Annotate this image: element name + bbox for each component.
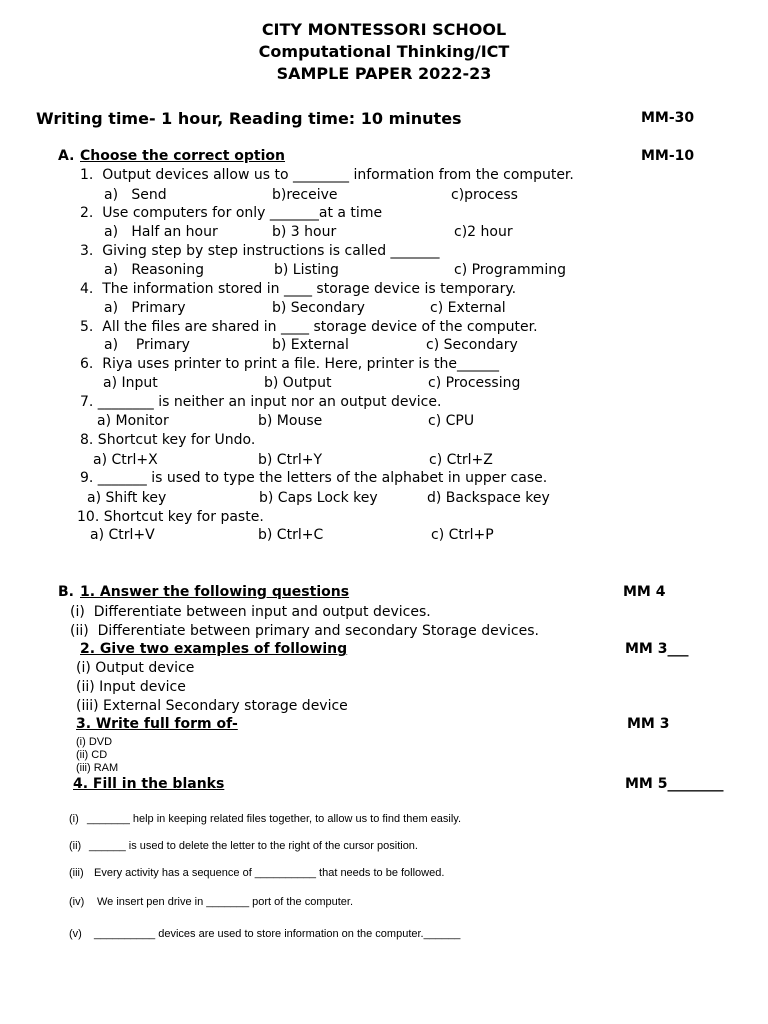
q9-option-b: b) Caps Lock key <box>259 490 378 506</box>
b3-item-3: (iii) RAM <box>76 762 119 774</box>
b4-item-1: _______ help in keeping related files together, to allow us to find them easily. <box>87 813 462 825</box>
b1-item-2: (ii) Differentiate between primary and secondary Storage devices. <box>70 623 539 639</box>
q1-option-c: c)process <box>451 187 518 203</box>
q4-option-c: c) External <box>430 300 506 316</box>
b4-item-4: We insert pen drive in _______ port of the computer. <box>97 896 354 908</box>
question-9: 9. _______ is used to type the letters of the alphabet in upper case. <box>80 470 548 486</box>
q9-option-a: a) Shift key <box>87 490 167 506</box>
b4-num-5: (v) <box>69 928 82 940</box>
section-a-marks: MM-10 <box>641 148 695 164</box>
q6-option-c: c) Processing <box>428 375 521 391</box>
question-6: 6. Riya uses printer to print a file. Here, printer is the______ <box>80 356 499 372</box>
question-5: 5. All the files are shared in ____ storage device of the computer. <box>80 319 538 335</box>
q10-option-b: b) Ctrl+C <box>258 527 324 543</box>
q5-option-a: a) Primary <box>104 337 190 353</box>
section-b-q1-title: 1. Answer the following questions <box>80 584 350 600</box>
section-b-q2-title: 2. Give two examples of following <box>80 641 348 657</box>
q7-option-a: a) Monitor <box>97 413 169 429</box>
b4-item-5: __________ devices are used to store information on the computer.______ <box>94 928 461 940</box>
q2-option-b: b) 3 hour <box>272 224 337 240</box>
paper-title: SAMPLE PAPER 2022-23 <box>276 64 492 83</box>
question-8: 8. Shortcut key for Undo. <box>80 432 256 448</box>
section-b-letter: B. <box>58 584 74 600</box>
section-b-q4-marks: MM 5________ <box>625 776 724 792</box>
q10-option-c: c) Ctrl+P <box>431 527 494 543</box>
section-b-q2-marks: MM 3___ <box>625 641 689 657</box>
q2-option-c: c)2 hour <box>454 224 513 240</box>
school-name: CITY MONTESSORI SCHOOL <box>261 20 507 39</box>
b3-item-1: (i) DVD <box>76 736 113 748</box>
q8-option-b: b) Ctrl+Y <box>258 452 322 468</box>
b2-item-3: (iii) External Secondary storage device <box>76 698 348 714</box>
b1-item-1: (i) Differentiate between input and output devices. <box>70 604 431 620</box>
q8-option-c: c) Ctrl+Z <box>429 452 493 468</box>
question-10: 10. Shortcut key for paste. <box>77 509 264 525</box>
q7-option-c: c) CPU <box>428 413 475 429</box>
section-a-letter: A. <box>58 148 75 164</box>
q1-option-a: a) Send <box>104 187 167 203</box>
question-4: 4. The information stored in ____ storage device is temporary. <box>80 281 517 297</box>
b4-num-3: (iii) <box>69 867 84 879</box>
q5-option-c: c) Secondary <box>426 337 518 353</box>
total-marks: MM-30 <box>641 110 695 126</box>
subject-title: Computational Thinking/ICT <box>258 42 510 61</box>
b4-item-3: Every activity has a sequence of __________ that needs to be followed. <box>94 867 445 879</box>
question-7: 7. ________ is neither an input nor an output device. <box>80 394 442 410</box>
b2-item-1: (i) Output device <box>76 660 195 676</box>
q8-option-a: a) Ctrl+X <box>93 452 158 468</box>
q7-option-b: b) Mouse <box>258 413 323 429</box>
b4-num-2: (ii) <box>69 840 82 852</box>
q2-option-a: a) Half an hour <box>104 224 218 240</box>
q3-option-a: a) Reasoning <box>104 262 205 278</box>
question-3: 3. Giving step by step instructions is called _______ <box>80 243 440 259</box>
q9-option-c: d) Backspace key <box>427 490 550 506</box>
timing-text: Writing time- 1 hour, Reading time: 10 minutes <box>36 109 462 128</box>
q3-option-b: b) Listing <box>274 262 339 278</box>
section-b-q1-marks: MM 4 <box>623 584 666 600</box>
b2-item-2: (ii) Input device <box>76 679 186 695</box>
question-1: 1. Output devices allow us to ________ information from the computer. <box>80 167 574 183</box>
b4-item-2: ______ is used to delete the letter to the right of the cursor position. <box>89 840 418 852</box>
section-b-q3-marks: MM 3 <box>627 716 670 732</box>
q1-option-b: b)receive <box>272 187 338 203</box>
b4-num-4: (iv) <box>69 896 85 908</box>
section-a-title: Choose the correct option <box>80 148 286 164</box>
b4-num-1: (i) <box>69 813 79 825</box>
q10-option-a: a) Ctrl+V <box>90 527 155 543</box>
b3-item-2: (ii) CD <box>76 749 108 761</box>
section-b-q3-title: 3. Write full form of- <box>76 716 238 732</box>
q4-option-a: a) Primary <box>104 300 186 316</box>
section-b-q4-title: 4. Fill in the blanks <box>73 776 225 792</box>
q6-option-b: b) Output <box>264 375 332 391</box>
q4-option-b: b) Secondary <box>272 300 365 316</box>
question-2: 2. Use computers for only _______at a time <box>80 205 383 221</box>
q5-option-b: b) External <box>272 337 349 353</box>
q3-option-c: c) Programming <box>454 262 566 278</box>
q6-option-a: a) Input <box>103 375 158 391</box>
